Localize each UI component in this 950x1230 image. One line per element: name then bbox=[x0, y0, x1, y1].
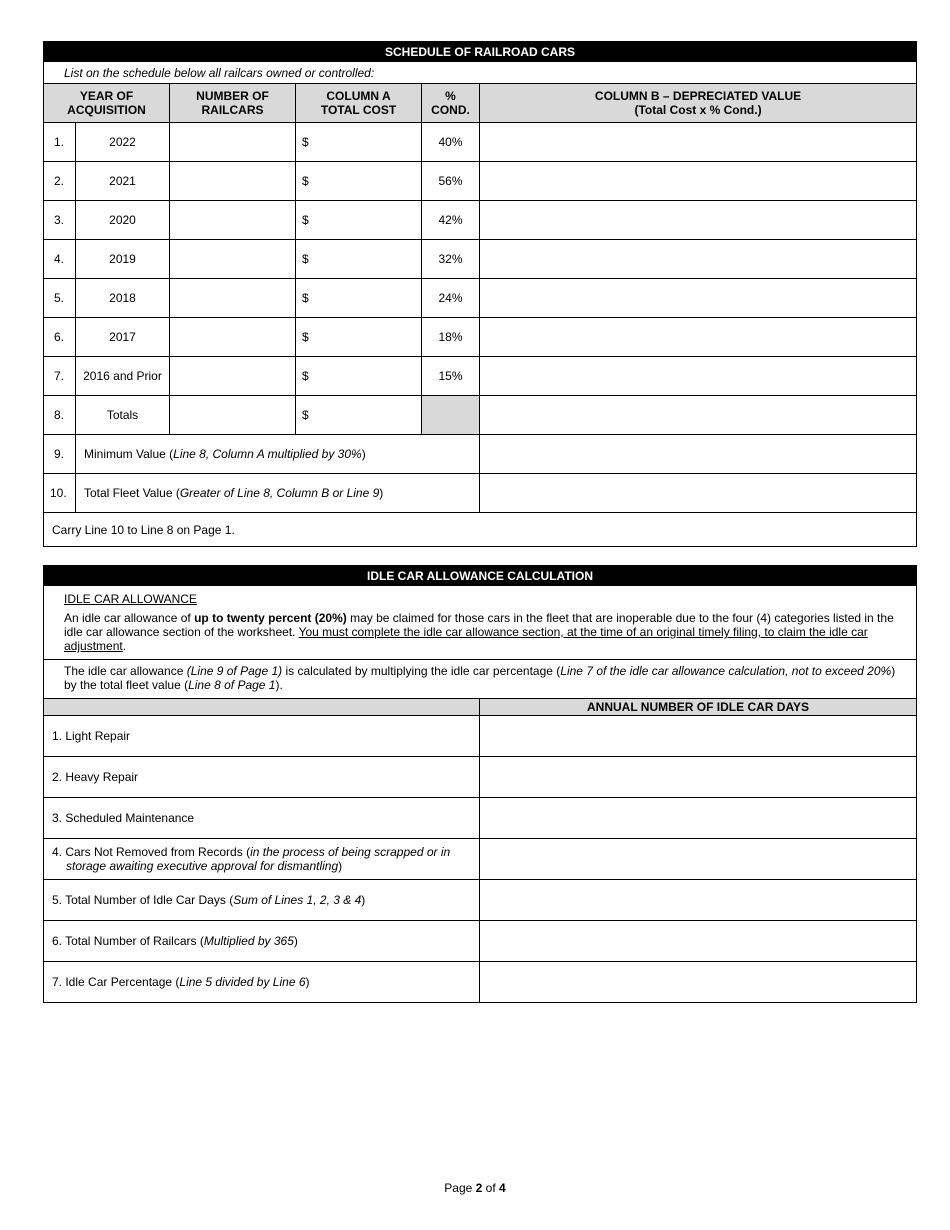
table-row bbox=[44, 880, 917, 921]
railcars-input[interactable] bbox=[170, 279, 296, 318]
total-cost-total-input[interactable]: $ bbox=[296, 396, 422, 435]
total-cost-input[interactable]: $ bbox=[296, 162, 422, 201]
cond-cell: 18% bbox=[422, 318, 480, 357]
table-row bbox=[44, 201, 917, 240]
table-row bbox=[44, 716, 917, 757]
heavy-repair-label: 2. Heavy Repair bbox=[44, 757, 480, 798]
year-cell: 2020 bbox=[76, 201, 170, 240]
depreciated-value-total-input[interactable] bbox=[480, 396, 917, 435]
year-cell: 2016 and Prior bbox=[76, 357, 170, 396]
table-row bbox=[44, 279, 917, 318]
year-cell: 2018 bbox=[76, 279, 170, 318]
line-number: 5. bbox=[44, 279, 76, 318]
depreciated-value-input[interactable] bbox=[480, 162, 917, 201]
scheduled-maintenance-label: 3. Scheduled Maintenance bbox=[44, 798, 480, 839]
totals-label: Totals bbox=[76, 396, 170, 435]
header-railcars: NUMBER OF RAILCARS bbox=[170, 84, 296, 123]
total-idle-days-label: 5. Total Number of Idle Car Days (Sum of Lines 1, 2, 3 & 4) bbox=[44, 880, 480, 921]
total-railcars-label: 6. Total Number of Railcars (Multiplied by 365) bbox=[44, 921, 480, 962]
totals-row bbox=[44, 396, 917, 435]
schedule-title: SCHEDULE OF RAILROAD CARS bbox=[44, 42, 917, 62]
table-row bbox=[44, 798, 917, 839]
railcars-input[interactable] bbox=[170, 240, 296, 279]
total-fleet-value-label: Total Fleet Value (Greater of Line 8, Column B or Line 9) bbox=[76, 474, 480, 513]
header-year: YEAR OF ACQUISITION bbox=[44, 84, 170, 123]
table-row bbox=[44, 839, 917, 880]
total-idle-days-input[interactable] bbox=[480, 880, 917, 921]
table-row bbox=[44, 921, 917, 962]
idle-car-table bbox=[43, 565, 917, 1003]
idle-days-header: ANNUAL NUMBER OF IDLE CAR DAYS bbox=[480, 699, 917, 716]
allowance-section bbox=[44, 586, 917, 660]
table-row bbox=[44, 240, 917, 279]
total-cost-input[interactable]: $ bbox=[296, 318, 422, 357]
railcars-input[interactable] bbox=[170, 318, 296, 357]
total-railcars-input[interactable] bbox=[480, 921, 917, 962]
table-row bbox=[44, 123, 917, 162]
idle-header-row bbox=[44, 699, 917, 716]
cars-not-removed-input[interactable] bbox=[480, 839, 917, 880]
allowance-heading: IDLE CAR ALLOWANCE bbox=[64, 592, 197, 606]
table-row bbox=[44, 757, 917, 798]
line-number: 2. bbox=[44, 162, 76, 201]
depreciated-value-input[interactable] bbox=[480, 201, 917, 240]
year-cell: 2021 bbox=[76, 162, 170, 201]
carry-instruction: Carry Line 10 to Line 8 on Page 1. bbox=[44, 513, 917, 547]
total-cost-input[interactable]: $ bbox=[296, 201, 422, 240]
light-repair-input[interactable] bbox=[480, 716, 917, 757]
cond-cell: 40% bbox=[422, 123, 480, 162]
cond-cell: 56% bbox=[422, 162, 480, 201]
header-cond: % COND. bbox=[422, 84, 480, 123]
year-cell: 2019 bbox=[76, 240, 170, 279]
line-number: 10. bbox=[44, 474, 76, 513]
table-row bbox=[44, 357, 917, 396]
minimum-value-label: Minimum Value (Line 8, Column A multiplied by 30%) bbox=[76, 435, 480, 474]
total-cost-input[interactable]: $ bbox=[296, 357, 422, 396]
depreciated-value-input[interactable] bbox=[480, 318, 917, 357]
cars-not-removed-label: 4. Cars Not Removed from Records (in the process of being scrapped or in storage awaiting executive approval for dismantling) bbox=[44, 839, 480, 880]
total-fleet-value-row bbox=[44, 474, 917, 513]
schedule-header-row bbox=[44, 84, 917, 123]
calculation-text: The idle car allowance (Line 9 of Page 1) is calculated by multiplying the idle car percentage (Line 7 of the idle car allowance calculation, not to exceed 20%) by the total fleet value (Line 8 of Page 1). bbox=[44, 660, 917, 699]
idle-car-percentage-input[interactable] bbox=[480, 962, 917, 1003]
total-cost-input[interactable]: $ bbox=[296, 279, 422, 318]
light-repair-label: 1. Light Repair bbox=[44, 716, 480, 757]
allowance-text: An idle car allowance of up to twenty percent (20%) may be claimed for those cars in the fleet that are inoperable due to the four (4) categories listed in the idle car allowance section of the worksheet. You must complete the idle car allowance section, at the time of an original timely filing, to claim the idle car adjustment. bbox=[64, 611, 894, 653]
schedule-table bbox=[43, 41, 917, 547]
line-number: 8. bbox=[44, 396, 76, 435]
line-number: 9. bbox=[44, 435, 76, 474]
scheduled-maintenance-input[interactable] bbox=[480, 798, 917, 839]
idle-title: IDLE CAR ALLOWANCE CALCULATION bbox=[44, 566, 917, 586]
table-row bbox=[44, 962, 917, 1003]
year-cell: 2022 bbox=[76, 123, 170, 162]
depreciated-value-input[interactable] bbox=[480, 240, 917, 279]
total-cost-input[interactable]: $ bbox=[296, 240, 422, 279]
depreciated-value-input[interactable] bbox=[480, 123, 917, 162]
year-cell: 2017 bbox=[76, 318, 170, 357]
table-row bbox=[44, 162, 917, 201]
line-number: 1. bbox=[44, 123, 76, 162]
minimum-value-row bbox=[44, 435, 917, 474]
cond-cell: 42% bbox=[422, 201, 480, 240]
total-cost-input[interactable]: $ bbox=[296, 123, 422, 162]
depreciated-value-input[interactable] bbox=[480, 357, 917, 396]
heavy-repair-input[interactable] bbox=[480, 757, 917, 798]
minimum-value-input[interactable] bbox=[480, 435, 917, 474]
page-footer: Page 2 of 4 bbox=[444, 1181, 506, 1195]
header-column-a: COLUMN A TOTAL COST bbox=[296, 84, 422, 123]
line-number: 4. bbox=[44, 240, 76, 279]
railcars-input[interactable] bbox=[170, 201, 296, 240]
depreciated-value-input[interactable] bbox=[480, 279, 917, 318]
railcars-input[interactable] bbox=[170, 123, 296, 162]
idle-car-percentage-label: 7. Idle Car Percentage (Line 5 divided by Line 6) bbox=[44, 962, 480, 1003]
railcars-input[interactable] bbox=[170, 357, 296, 396]
railcars-total-input[interactable] bbox=[170, 396, 296, 435]
cond-cell: 32% bbox=[422, 240, 480, 279]
schedule-instruction: List on the schedule below all railcars owned or controlled: bbox=[44, 62, 917, 84]
railcars-input[interactable] bbox=[170, 162, 296, 201]
line-number: 7. bbox=[44, 357, 76, 396]
cond-cell: 24% bbox=[422, 279, 480, 318]
idle-header-blank bbox=[44, 699, 480, 716]
table-row bbox=[44, 318, 917, 357]
header-column-b: COLUMN B – DEPRECIATED VALUE (Total Cost x % Cond.) bbox=[480, 84, 917, 123]
cond-cell: 15% bbox=[422, 357, 480, 396]
line-number: 3. bbox=[44, 201, 76, 240]
total-fleet-value-input[interactable] bbox=[480, 474, 917, 513]
cond-shaded-cell bbox=[422, 396, 480, 435]
line-number: 6. bbox=[44, 318, 76, 357]
